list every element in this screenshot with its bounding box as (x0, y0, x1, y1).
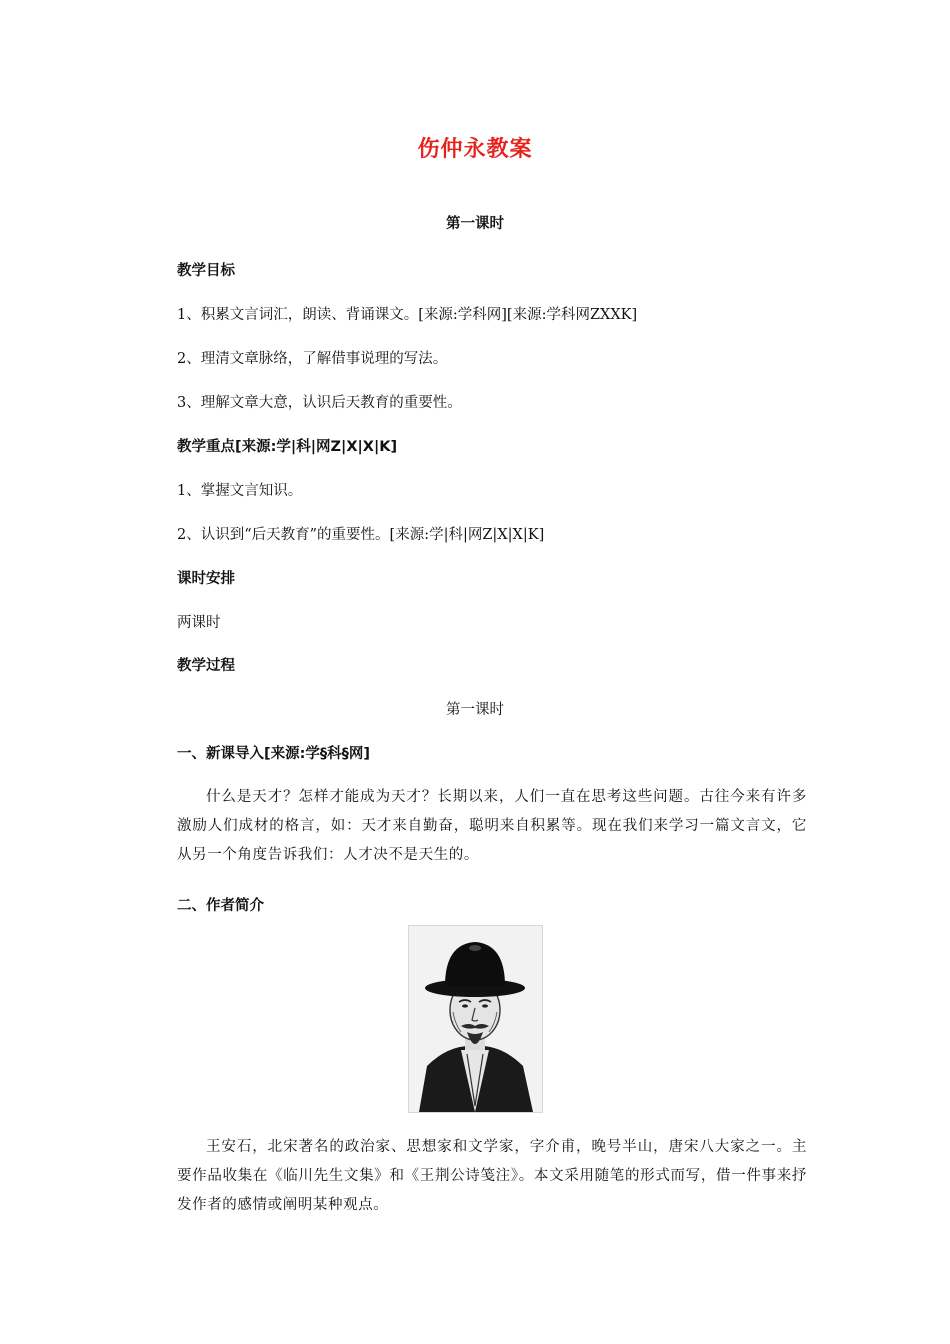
portrait-drawing (409, 926, 542, 1112)
schedule-value: 两课时 (177, 615, 221, 631)
document-title: 伤仲永教案 (417, 137, 533, 162)
key-point-item-1: 1、掌握文言知识。 (177, 483, 303, 499)
section-intro-text: 什么是天才？怎样才能成为天才？长期以来，人们一直在思考这些问题。古往今来有许多激励人们成材的格言，如：天才来自勤奋，聪明来自积累等。现在我们来学习一篇文言文，它从另一个角度告诉我们：人才决不是天生的。 (177, 789, 807, 863)
goals-heading: 教学目标 (177, 263, 235, 279)
section-intro-heading: 一、新课导入[来源:学§科§网] (177, 746, 371, 762)
schedule-heading: 课时安排 (177, 571, 235, 587)
section-author-text: 王安石，北宋著名的政治家、思想家和文学家，字介甫，晚号半山，唐宋八大家之一。主要作品收集在《临川先生文集》和《王荆公诗笺注》。本文采用随笔的形式而写，借一件事来抒发作者的感情或阐明某种观点。 (177, 1139, 807, 1213)
section-author-heading: 二、作者简介 (177, 898, 264, 914)
process-heading: 教学过程 (177, 658, 235, 674)
key-point-item-2: 2、认识到“后天教育”的重要性。[来源:学|科|网Z|X|X|K] (177, 527, 545, 543)
goal-item-3: 3、理解文章大意，认识后天教育的重要性。 (177, 395, 462, 411)
author-portrait-image (408, 925, 543, 1113)
lesson-heading: 第一课时 (446, 216, 504, 232)
goal-item-2: 2、理清文章脉络，了解借事说理的写法。 (177, 351, 448, 367)
process-sub-heading: 第一课时 (446, 702, 504, 718)
key-points-heading: 教学重点[来源:学|科|网Z|X|X|K] (177, 439, 398, 455)
goal-item-1: 1、积累文言词汇，朗读、背诵课文。[来源:学科网][来源:学科网ZXXK] (177, 307, 638, 323)
